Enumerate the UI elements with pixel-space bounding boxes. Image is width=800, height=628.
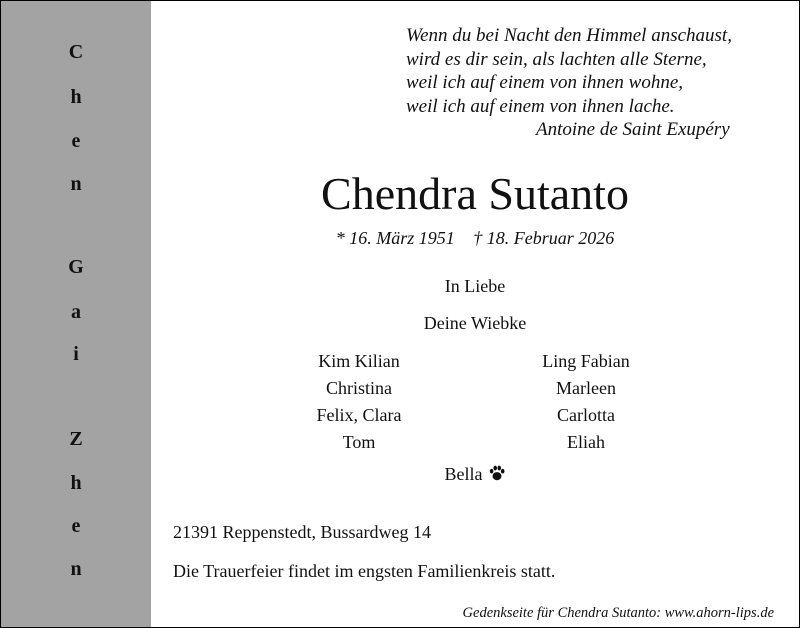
poem-line: weil ich auf einem von ihnen lache. (406, 95, 675, 117)
family-member: Kim Kilian (318, 351, 400, 371)
in-love-text: In Liebe (444, 276, 506, 296)
family-list-right (486, 348, 686, 456)
sidebar-letter: e (71, 515, 81, 537)
sidebar-letter: G (68, 256, 84, 278)
poem-author: Antoine de Saint Exupéry (536, 119, 730, 140)
sidebar-letter: n (70, 558, 82, 580)
family-member: Eliah (567, 432, 605, 452)
family-member: Felix, Clara (316, 405, 402, 425)
deceased-name: Chendra Sutanto (321, 168, 629, 219)
sidebar-letter: h (70, 86, 82, 108)
pet-name: Bella (444, 464, 483, 484)
pet-line (150, 462, 800, 488)
death-date: † 18. Februar 2026 (473, 228, 615, 248)
sidebar-letter: n (70, 173, 82, 195)
sidebar-letter: a (71, 301, 81, 323)
memorial-page-link[interactable]: Gedenkseite für Chendra Sutanto: www.ahorn-lips.de (462, 605, 774, 621)
family-member: Ling Fabian (542, 351, 630, 371)
address: 21391 Reppenstedt, Bussardweg 14 (173, 522, 431, 542)
ceremony-notice: Die Trauerfeier findet im engsten Familienkreis statt. (173, 561, 556, 581)
sidebar-letter: h (70, 472, 82, 494)
sidebar-name-band (1, 1, 151, 627)
family-member: Christina (326, 378, 392, 398)
life-dates (150, 227, 800, 249)
family-member: Carlotta (557, 405, 615, 425)
poem-line: weil ich auf einem von ihnen wohne, (406, 72, 684, 93)
family-member: Tom (342, 432, 376, 452)
sidebar-letter: Z (69, 428, 83, 450)
family-member: Marleen (556, 378, 616, 398)
sidebar-letter: e (71, 130, 81, 152)
sidebar-letter: C (68, 41, 84, 63)
family-list-left (259, 348, 459, 456)
poem-line: wird es dir sein, als lachten alle Sterne, (406, 48, 707, 70)
poem-line: Wenn du bei Nacht den Himmel anschaust, (406, 25, 732, 46)
birth-date: * 16. März 1951 (335, 228, 455, 248)
partner-name: Deine Wiebke (423, 313, 527, 333)
poem (406, 24, 732, 140)
paw-icon (488, 464, 506, 488)
sidebar-letter: i (73, 343, 79, 365)
